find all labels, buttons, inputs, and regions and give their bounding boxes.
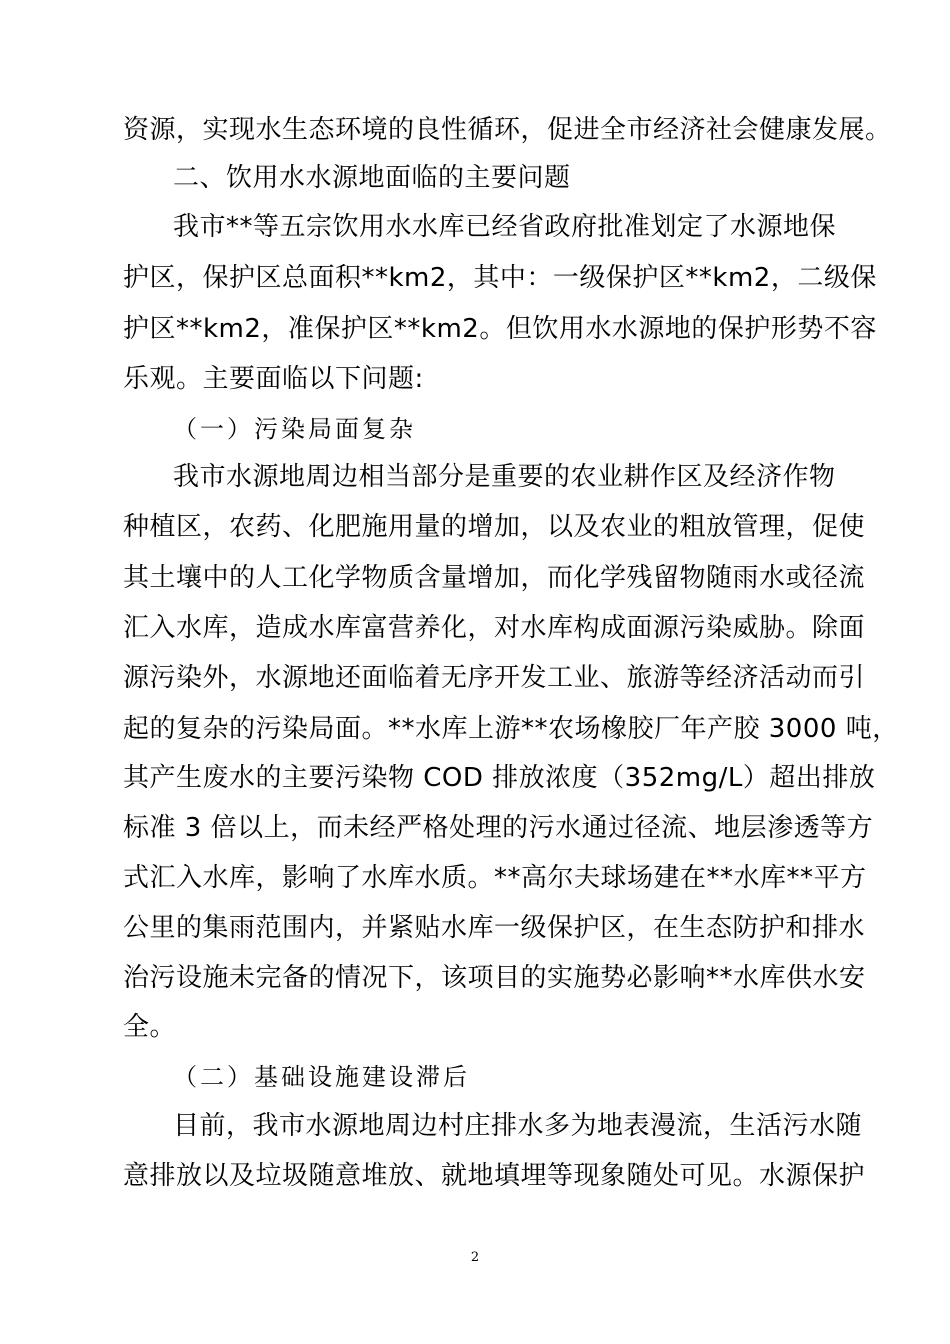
body-text-line: 公里的集雨范围内，并紧贴水库一级保护区，在生态防护和排水	[123, 913, 866, 943]
body-text-line: 意排放以及垃圾随意堆放、就地填埋等现象随处可见。水源保护	[123, 1161, 866, 1191]
body-text-line: 我市水源地周边相当部分是重要的农业耕作区及经济作物	[173, 462, 836, 492]
body-text-line: 乐观。主要面临以下问题:	[123, 364, 424, 394]
body-text-line: 资源，实现水生态环境的良性循环，促进全市经济社会健康发展。	[123, 115, 892, 145]
subsection-heading: （二）基础设施建设滞后	[173, 1063, 470, 1091]
body-text-line: 护区，保护区总面积**km2，其中：一级保护区**km2，二级保	[123, 263, 877, 293]
subsection-heading: （一）污染局面复杂	[173, 415, 416, 443]
body-text-line: 式汇入水库，影响了水库水质。**高尔夫球场建在**水库**平方	[123, 863, 867, 893]
body-text-line: 护区**km2，准保护区**km2。但饮用水水源地的保护形势不容	[123, 314, 877, 344]
body-text-line: 我市**等五宗饮用水水库已经省政府批准划定了水源地保	[173, 212, 837, 242]
body-text-line: 其土壤中的人工化学物质含量增加，而化学残留物随雨水或径流	[123, 563, 866, 593]
body-text-line: 起的复杂的污染局面。**水库上游**农场橡胶厂年产胶 3000 吨，	[123, 714, 899, 744]
body-text-line: 全。	[123, 1012, 177, 1042]
body-text-line: 治污设施未完备的情况下，该项目的实施势必影响**水库供水安	[123, 963, 866, 993]
body-text-line: 源污染外，水源地还面临着无序开发工业、旅游等经济活动而引	[123, 663, 866, 693]
body-text-line: 其产生废水的主要污染物 COD 排放浓度（352mg/L）超出排放	[123, 763, 876, 793]
body-text-line: 汇入水库，造成水库富营养化，对水库构成面源污染威胁。除面	[123, 613, 866, 643]
page-number: 2	[470, 1250, 480, 1265]
section-heading: 二、饮用水水源地面临的主要问题	[173, 163, 571, 193]
body-text-line: 标准 3 倍以上，而未经严格处理的污水通过径流、地层渗透等方	[123, 813, 874, 843]
body-text-line: 种植区，农药、化肥施用量的增加，以及农业的粗放管理，促使	[123, 512, 866, 542]
body-text-line: 目前，我市水源地周边村庄排水多为地表漫流，生活污水随	[173, 1111, 863, 1141]
